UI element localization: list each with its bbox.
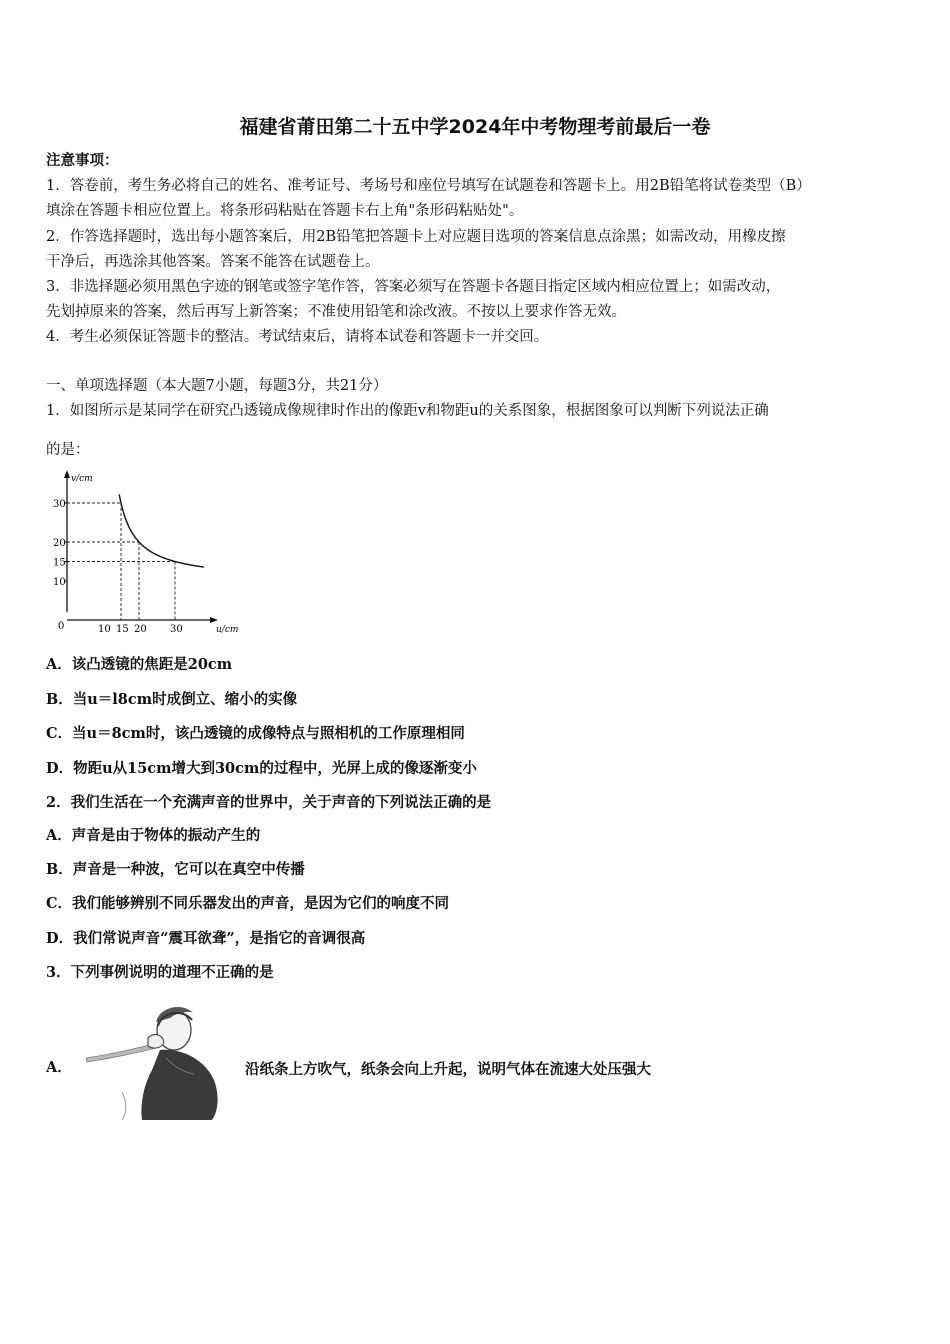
notes-label: 注意事项： [46, 152, 119, 169]
note-3-line-1: 3．非选择题必须用黑色字迹的钢笔或签字笔作答，答案必须写在答题卡各题目指定区域内相应位置上；如需改动， [46, 279, 781, 295]
q3-option-a-text: 沿纸条上方吹气，纸条会向上升起，说明气体在流速大处压强大 [245, 1061, 651, 1078]
x-tick-label: 20 [134, 624, 147, 635]
y-tick-label: 20 [53, 538, 66, 549]
x-axis-label: u/cm [216, 625, 239, 635]
note-1-line-1: 1．答卷前，考生务必将自己的姓名、准考证号、考场号和座位号填写在试题卷和答题卡上。用2B铅笔将试卷类型（B） [46, 178, 811, 194]
note-1-line-2: 填涂在答题卡相应位置上。将条形码粘贴在答题卡右上角"条形码粘贴处"。 [46, 203, 524, 219]
section-heading: 一、单项选择题（本大题7小题，每题3分，共21分） [46, 378, 388, 394]
q1-option-c[interactable]: C．当u＝8cm时，该凸透镜的成像特点与照相机的工作原理相同 [46, 725, 465, 742]
x-tick-label: 15 [116, 624, 129, 635]
v-u-curve [119, 494, 204, 567]
q1-option-d[interactable]: D．物距u从15cm增大到30cm的过程中，光屏上成的像逐渐变小 [46, 760, 477, 777]
q2-option-d[interactable]: D．我们常说声音“震耳欲聋”，是指它的音调很高 [46, 930, 366, 947]
page-title: 福建省莆田第二十五中学2024年中考物理考前最后一卷 [239, 116, 711, 138]
x-axis-arrow [210, 617, 218, 623]
image-distance-graph [40, 466, 245, 638]
note-4: 4．考生必须保证答题卡的整洁。考试结束后，请将本试卷和答题卡一并交回。 [46, 329, 549, 345]
origin-label: 0 [58, 621, 65, 632]
q1-option-a[interactable]: A．该凸透镜的焦距是20cm [46, 656, 233, 673]
y-axis-arrow [64, 470, 70, 478]
note-2-line-2: 干净后，再选涂其他答案。答案不能答在试题卷上。 [46, 254, 380, 270]
note-2-line-1: 2．作答选择题时，选出每小题答案后，用2B铅笔把答题卡上对应题目选项的答案信息点涂黑；如需改动，用橡皮擦 [46, 229, 786, 245]
x-tick-label: 10 [98, 624, 111, 635]
y-tick-label: 15 [53, 557, 66, 569]
question-2-stem: 2．我们生活在一个充满声音的世界中，关于声音的下列说法正确的是 [46, 794, 492, 811]
question-3-stem: 3．下列事例说明的道理不正确的是 [46, 964, 274, 981]
note-3-line-2: 先划掉原来的答案，然后再写上新答案；不准使用铅笔和涂改液。不按以上要求作答无效。 [46, 304, 626, 320]
y-axis-label: v/cm [71, 474, 93, 484]
question-1-stem: 1．如图所示是某同学在研究凸透镜成像规律时作出的像距v和物距u的关系图象，根据图象可以判断下列说法正确 [46, 403, 769, 419]
q3-option-a-label[interactable]: A． [46, 1059, 72, 1076]
q1-option-b[interactable]: B．当u＝l8cm时成倒立、缩小的实像 [46, 691, 298, 708]
question-1-stem-cont: 的是： [46, 442, 90, 458]
q2-option-b[interactable]: B．声音是一种波，它可以在真空中传播 [46, 861, 305, 878]
y-tick-label: 30 [53, 499, 66, 510]
blowing-paper-illustration [82, 1000, 227, 1122]
q2-option-c[interactable]: C．我们能够辨别不同乐器发出的声音，是因为它们的响度不同 [46, 895, 450, 912]
q2-option-a[interactable]: A．声音是由于物体的振动产生的 [46, 827, 261, 844]
y-tick-label: 10 [53, 577, 66, 588]
x-tick-label: 30 [170, 624, 183, 635]
